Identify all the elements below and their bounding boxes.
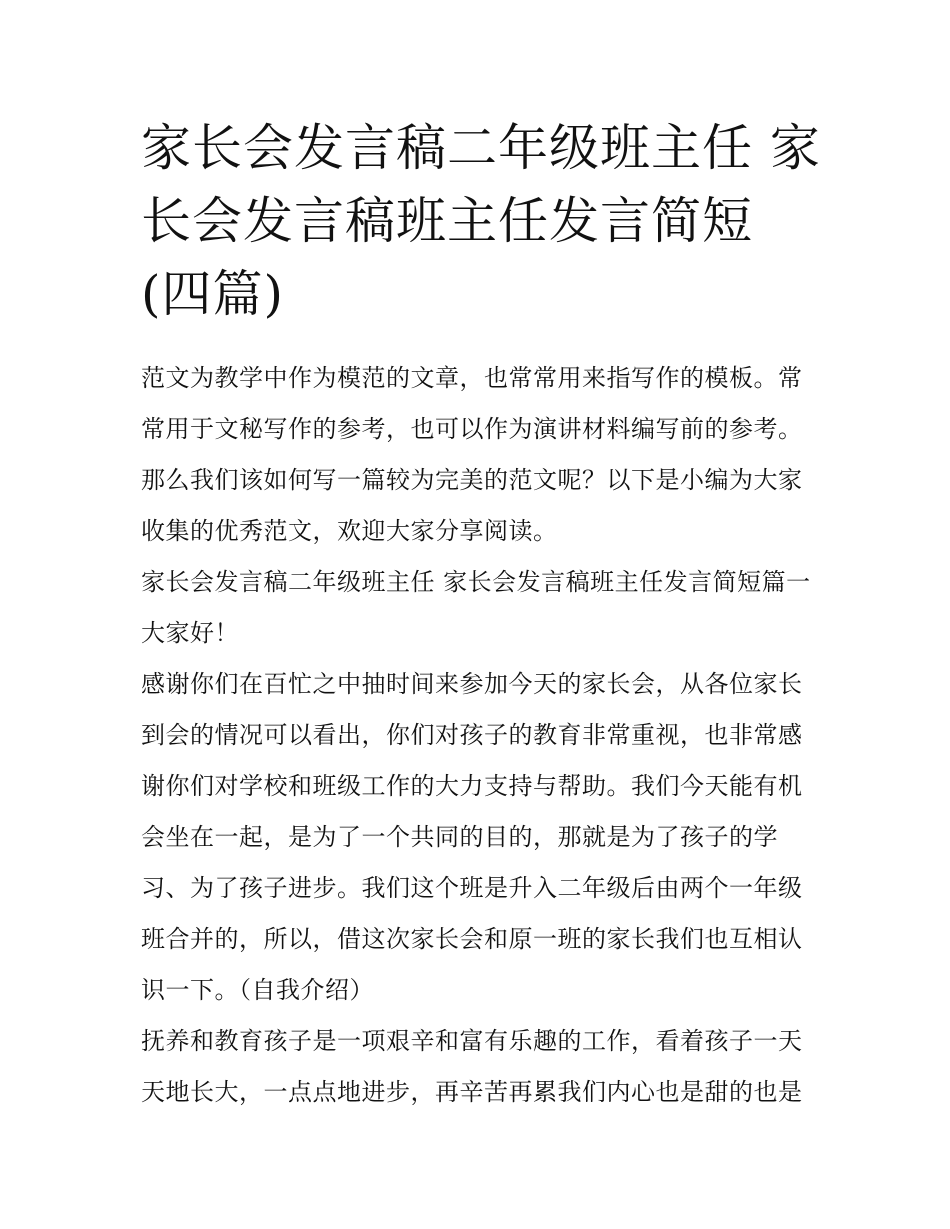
thanks-paragraph: 感谢你们在百忙之中抽时间来参加今天的家长会，从各位家长到会的情况可以看出，你们对孩子的教育非常重视，也非常感谢你们对学校和班级工作的大力支持与帮助。我们今天能有机会坐在一起，是为了一个共同的目的，那就是为了孩子的学习、为了孩子进步。我们这个班是升入二年级后由两个一年级班合并的，所以，借这次家长会和原一班的家长我们也互相认识一下。（自我介绍） — [141, 670, 803, 1004]
document-content — [141, 112, 821, 1118]
intro-paragraph: 范文为教学中作为模范的文章，也常常用来指写作的模板。常常用于文秘写作的参考，也可以作为演讲材料编写前的参考。那么我们该如何写一篇较为完美的范文呢？以下是小编为大家收集的优秀范文，欢迎大家分享阅读。 — [141, 364, 803, 545]
raising-children-paragraph: 抚养和教育孩子是一项艰辛和富有乐趣的工作，看着孩子一天天地长大，一点点地进步，再辛苦再累我们内心也是甜的也是 — [141, 1027, 803, 1106]
document-title: 家长会发言稿二年级班主任 家长会发言稿班主任发言简短(四篇) — [141, 119, 821, 323]
section-heading-paragraph: 家长会发言稿二年级班主任 家长会发言稿班主任发言简短篇一 大家好！ — [141, 568, 811, 647]
document-body — [141, 353, 821, 1118]
